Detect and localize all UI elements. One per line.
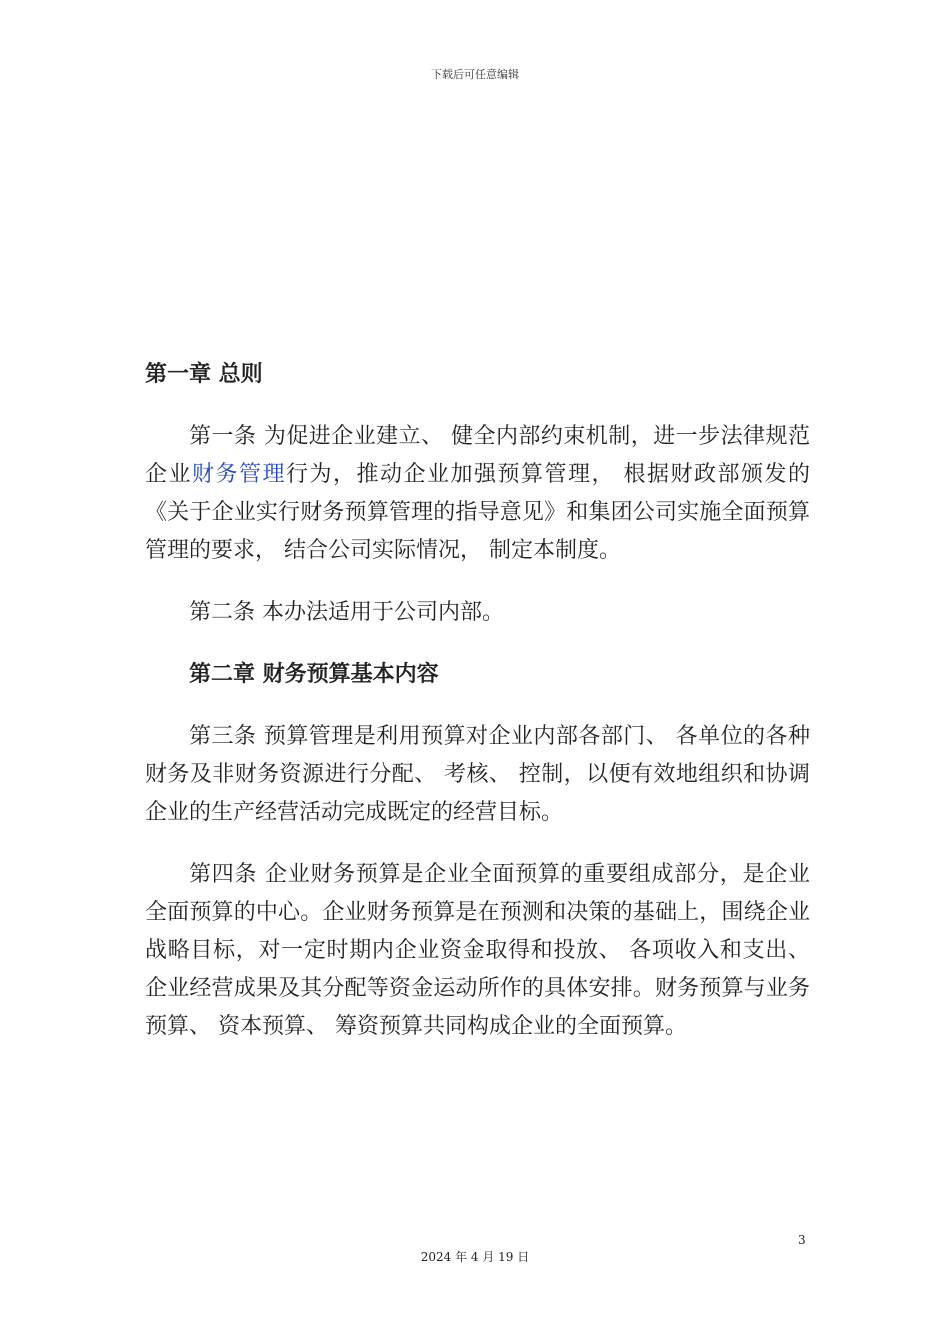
header-note: 下载后可任意编辑 — [431, 68, 519, 81]
article-4: 第四条 企业财务预算是企业全面预算的重要组成部分，是企业全面预算的中心。企业财务预算是在预测和决策的基础上，围绕企业战略目标，对一定时期内企业资金取得和投放、 各项收入和支出、 企业经营成果及其分配等资金运动所作的具体安排。财务预算与业务预算、 资本预算、 筹资预算共同构成企业的全面预算。 — [145, 862, 810, 1039]
article-1 — [145, 418, 810, 570]
article-2: 第二条 本办法适用于公司内部。 — [189, 600, 504, 625]
article-1-text-end: 行为，推动企业加强预算管理， 根据财政部颁发的《关于企业实行财务预算管理的指导意见》和集团公司实施全面预算管理的要求， 结合公司实际情况， 制定本制度。 — [145, 462, 810, 563]
footer-date: 2024 年 4 月 19 日 — [420, 1250, 530, 1264]
page-number: 3 — [798, 1233, 806, 1247]
article-1-text-start: 第一条 为促进企业建立、 健全内部约束机制，进一步法律规范企业 — [145, 424, 810, 487]
financial-management-link[interactable]: 财务管理 — [192, 462, 286, 487]
document-body — [145, 356, 810, 1070]
chapter-2-heading: 第二章 财务预算基本内容 — [189, 662, 439, 687]
chapter-1-heading: 第一章 总则 — [145, 362, 263, 387]
article-3: 第三条 预算管理是利用预算对企业内部各部门、 各单位的各种财务及非财务资源进行分配、 考核、 控制，以便有效地组织和协调企业的生产经营活动完成既定的经营目标。 — [145, 724, 810, 825]
